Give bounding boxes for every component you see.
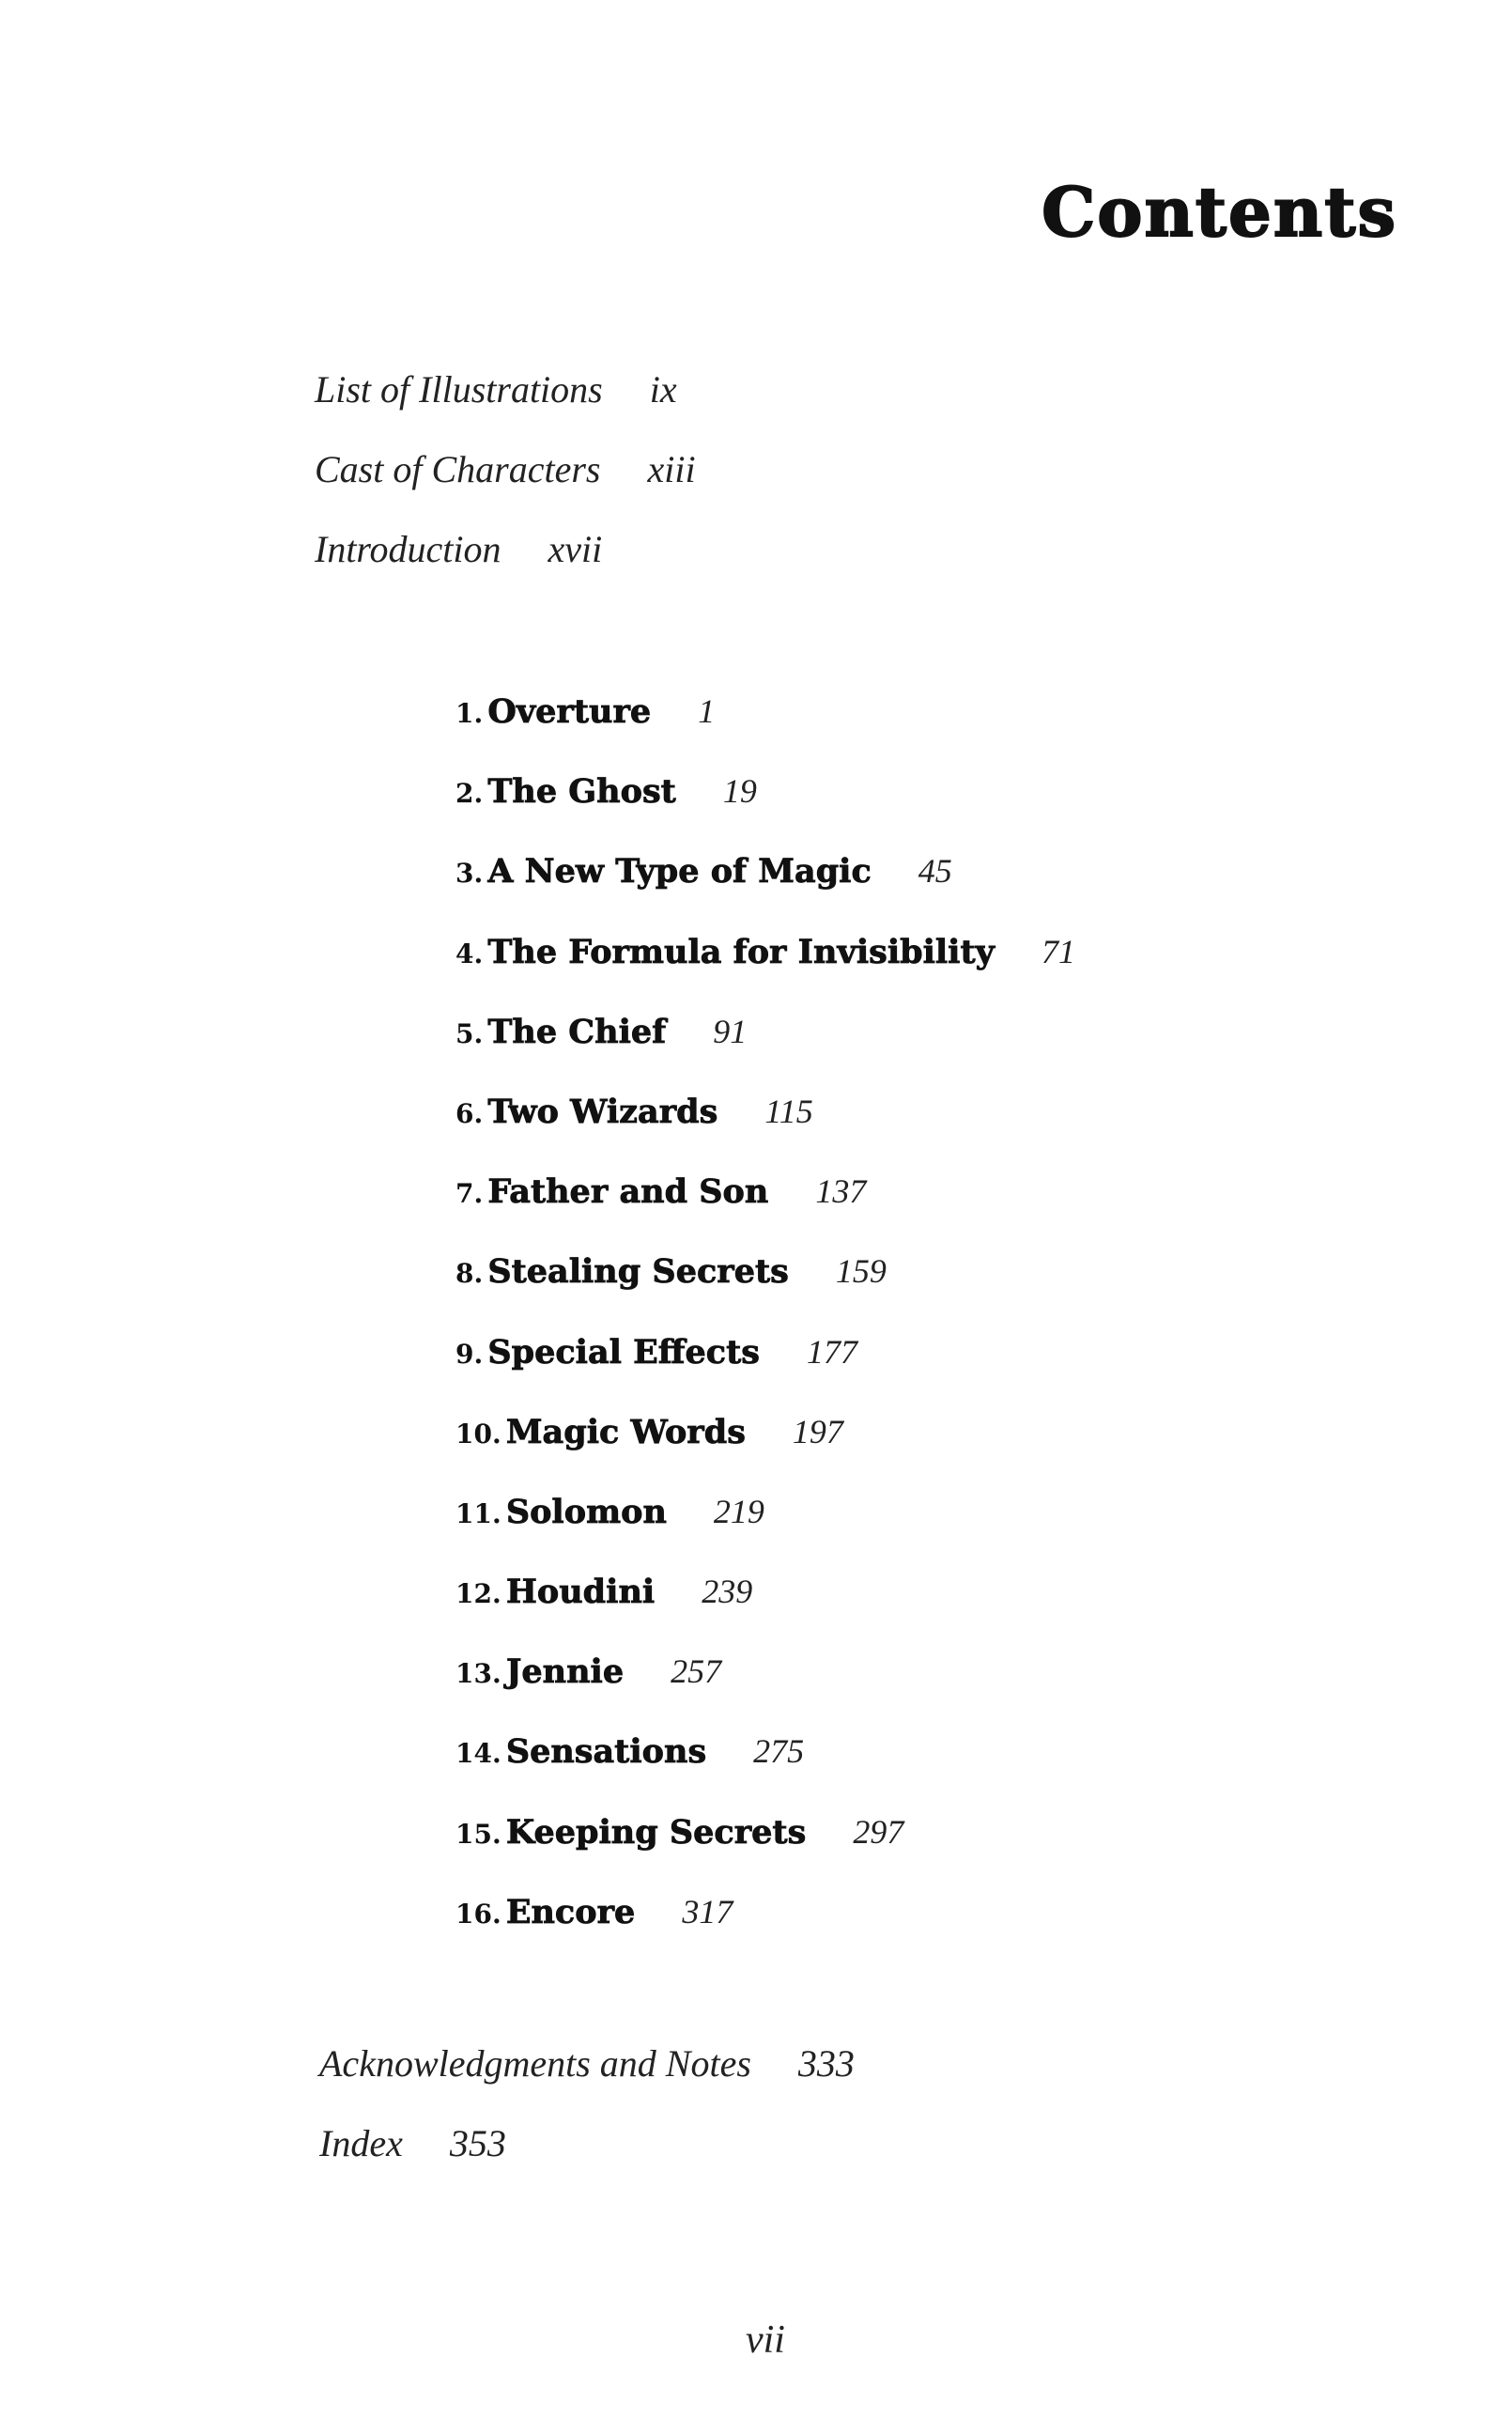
chapter-title: Two Wizards (487, 1092, 718, 1131)
chapter-number: 16. (455, 1898, 501, 1930)
toc-chapter-14[interactable] (455, 1728, 1075, 1807)
toc-chapter-16[interactable] (455, 1888, 1075, 1968)
chapter-title: Keeping Secrets (505, 1812, 807, 1852)
chapter-title: Encore (505, 1892, 636, 1931)
entry-label: List of Illustrations (315, 368, 603, 411)
toc-chapter-6[interactable] (455, 1088, 1075, 1168)
chapter-title: Overture (487, 692, 652, 731)
chapter-page: 275 (753, 1732, 805, 1771)
toc-entry-index[interactable] (319, 2120, 855, 2200)
chapter-title: Sensations (505, 1732, 707, 1772)
chapter-page: 239 (702, 1573, 753, 1611)
chapter-page: 1 (698, 692, 716, 730)
page-folio: vii (746, 2318, 785, 2362)
toc-chapter-3[interactable] (455, 847, 1075, 927)
entry-label: Cast of Characters (315, 448, 601, 490)
chapter-page: 219 (713, 1492, 764, 1530)
toc-chapter-4[interactable] (455, 928, 1075, 1008)
chapter-number: 15. (455, 1818, 501, 1850)
chapter-page: 91 (713, 1012, 748, 1050)
toc-chapter-1[interactable] (455, 688, 1075, 768)
toc-chapter-12[interactable] (455, 1568, 1075, 1648)
toc-entry-list-of-illustrations[interactable] (315, 366, 696, 446)
chapter-page: 19 (722, 772, 757, 811)
entry-label: Acknowledgments and Notes (319, 2042, 751, 2085)
chapter-page: 137 (815, 1172, 867, 1211)
chapter-number: 11. (455, 1497, 501, 1529)
toc-chapter-7[interactable] (455, 1168, 1075, 1248)
toc-chapter-15[interactable] (455, 1808, 1075, 1888)
chapter-title: Magic Words (505, 1412, 746, 1451)
toc-chapter-13[interactable] (455, 1648, 1075, 1728)
chapter-title: Jennie (505, 1652, 625, 1692)
chapter-number: 1. (455, 698, 484, 729)
chapter-number: 3. (455, 858, 484, 890)
toc-chapter-10[interactable] (455, 1408, 1075, 1488)
chapter-page: 45 (918, 852, 952, 891)
page-title: Contents (1041, 172, 1397, 252)
chapter-number: 9. (455, 1338, 484, 1370)
chapter-number: 4. (455, 938, 484, 969)
chapter-number: 12. (455, 1578, 501, 1610)
chapter-title: Special Effects (487, 1332, 760, 1372)
toc-entry-introduction[interactable] (315, 526, 696, 606)
chapter-page: 115 (764, 1092, 813, 1130)
chapter-page: 297 (853, 1812, 904, 1851)
chapter-title: Stealing Secrets (487, 1252, 789, 1292)
toc-chapter-9[interactable] (455, 1328, 1075, 1408)
chapter-number: 13. (455, 1658, 501, 1690)
chapter-title: Houdini (505, 1573, 656, 1612)
chapter-number: 7. (455, 1178, 484, 1210)
chapter-number: 6. (455, 1097, 484, 1129)
chapter-number: 14. (455, 1738, 501, 1770)
chapter-number: 10. (455, 1418, 501, 1450)
chapter-title: A New Type of Magic (487, 852, 872, 892)
chapter-number: 5. (455, 1017, 484, 1049)
chapter-page: 317 (682, 1892, 733, 1931)
entry-label: Index (319, 2122, 403, 2164)
entry-page: xvii (548, 528, 603, 570)
toc-chapter-8[interactable] (455, 1248, 1075, 1327)
entry-page: ix (649, 368, 677, 411)
front-matter-list (315, 366, 696, 606)
toc-chapter-11[interactable] (455, 1488, 1075, 1568)
chapter-number: 8. (455, 1258, 484, 1290)
entry-page: 333 (797, 2042, 855, 2085)
chapter-title: The Formula for Invisibility (487, 932, 995, 971)
chapter-title: The Chief (487, 1012, 667, 1051)
toc-chapter-5[interactable] (455, 1008, 1075, 1088)
toc-entry-acknowledgments[interactable] (319, 2040, 855, 2120)
back-matter-list (319, 2040, 855, 2200)
chapter-title: Father and Son (487, 1172, 769, 1212)
toc-chapter-2[interactable] (455, 768, 1075, 847)
chapter-list (455, 688, 1075, 1968)
toc-entry-cast-of-characters[interactable] (315, 446, 696, 526)
chapter-title: Solomon (505, 1492, 667, 1531)
chapter-page: 71 (1041, 932, 1075, 970)
chapter-page: 177 (806, 1332, 857, 1371)
entry-label: Introduction (315, 528, 501, 570)
chapter-title: The Ghost (487, 772, 676, 812)
chapter-number: 2. (455, 778, 484, 810)
chapter-page: 197 (792, 1412, 843, 1450)
chapter-page: 257 (671, 1652, 722, 1691)
chapter-page: 159 (835, 1252, 887, 1291)
entry-page: 353 (449, 2122, 506, 2164)
entry-page: xiii (647, 448, 696, 490)
